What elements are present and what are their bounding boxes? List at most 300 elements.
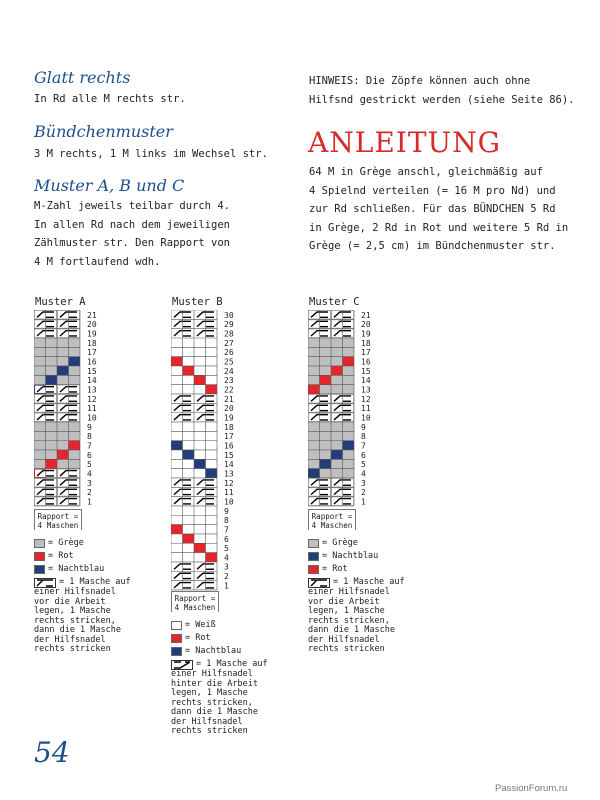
- chart-cell: [46, 441, 58, 450]
- row-number: 11: [224, 488, 234, 498]
- chart-cell: [34, 431, 46, 440]
- row-number: 3: [361, 478, 366, 488]
- chart-cell-rot: [206, 553, 218, 562]
- row-number: 8: [361, 432, 366, 442]
- chart-cell: [183, 385, 195, 394]
- chart-cell: [46, 366, 58, 375]
- cable-desc-line: legen, 1 Masche: [171, 688, 248, 698]
- row-number: 20: [361, 320, 371, 330]
- heading-anleitung: ANLEITUNG: [308, 126, 501, 159]
- legend-item: [308, 550, 405, 563]
- chart-cell: [34, 347, 46, 356]
- cable-legend-a: [34, 578, 131, 655]
- rapport-label-b: Rapport = 4 Maschen: [171, 591, 219, 612]
- legend-label: = Nachtblau: [48, 564, 105, 574]
- chart-cell: [69, 459, 81, 468]
- chart-cell-rot: [331, 366, 343, 375]
- cable-desc-line: dann die 1 Masche: [171, 707, 258, 717]
- anleitung-line: Grège (= 2,5 cm) im Bündchenmuster str.: [309, 240, 556, 252]
- row-number: 3: [87, 478, 92, 488]
- row-number: 10: [224, 497, 234, 507]
- cable-desc-line: dann die 1 Masche: [34, 625, 121, 635]
- chart-cell-nachtblau: [69, 357, 81, 366]
- cable-desc-line: legen, 1 Masche: [34, 606, 111, 616]
- legend-label: = Rot: [185, 633, 211, 643]
- cable-desc-line: hinter die Arbeit: [171, 678, 258, 689]
- chart-cell: [171, 543, 183, 552]
- row-number: 7: [224, 525, 229, 535]
- row-number: 18: [87, 338, 97, 348]
- row-number: 8: [87, 432, 92, 442]
- row-number: 10: [361, 413, 371, 423]
- chart-cell: [194, 525, 206, 534]
- heading-muster-abc: Muster A, B und C: [34, 176, 185, 195]
- row-number: 9: [361, 422, 366, 432]
- cable-desc-line: einer Hilfsnadel: [171, 669, 253, 679]
- chart-cell: [183, 459, 195, 468]
- row-number: 23: [224, 376, 234, 386]
- chart-cell-rot: [194, 375, 206, 384]
- chart-cell: [320, 338, 332, 347]
- chart-cell: [194, 422, 206, 431]
- cable-desc-line: einer Hilfsnadel: [308, 587, 390, 597]
- chart-cell: [57, 375, 69, 384]
- legend-item: [34, 563, 131, 576]
- chart-cell: [194, 515, 206, 524]
- legend-item: [34, 537, 131, 550]
- heading-buendchenmuster: Bündchenmuster: [34, 122, 173, 141]
- chart-cell: [171, 534, 183, 543]
- chart-cell: [206, 459, 218, 468]
- chart-cell: [46, 450, 58, 459]
- chart-cell: [308, 338, 320, 347]
- chart-cell: [194, 366, 206, 375]
- chart-cell-nachtblau: [183, 450, 195, 459]
- chart-cell: [183, 553, 195, 562]
- chart-cell: [331, 459, 343, 468]
- chart-cell: [343, 450, 355, 459]
- row-number: 11: [87, 404, 97, 414]
- row-number: 7: [87, 441, 92, 451]
- chart-cell: [343, 338, 355, 347]
- chart-cell: [183, 375, 195, 384]
- row-number: 6: [87, 450, 92, 460]
- chart-cell: [171, 515, 183, 524]
- chart-cell: [308, 357, 320, 366]
- cable-desc-line: der Hilfsnadel: [308, 634, 380, 645]
- chart-cell: [194, 357, 206, 366]
- chart-cell: [57, 441, 69, 450]
- chart-cell: [46, 347, 58, 356]
- swatch-rot: [34, 552, 45, 561]
- chart-cell-rot: [183, 366, 195, 375]
- chart-cell-rot: [206, 385, 218, 394]
- chart-cell: [206, 422, 218, 431]
- chart-cell: [308, 347, 320, 356]
- chart-cell: [57, 357, 69, 366]
- row-number: 21: [224, 394, 234, 404]
- chart-cell: [183, 431, 195, 440]
- anleitung-line: zur Rd schließen. Für das BÜNDCHEN 5 Rd: [309, 203, 556, 215]
- chart-cell: [46, 357, 58, 366]
- chart-cell: [171, 422, 183, 431]
- chart-cell-rot: [57, 450, 69, 459]
- row-number: 27: [224, 338, 234, 348]
- chart-cell: [343, 469, 355, 478]
- row-number: 6: [224, 534, 229, 544]
- chart-cell: [331, 431, 343, 440]
- legend-item: [171, 632, 268, 645]
- chart-cell-nachtblau: [343, 441, 355, 450]
- chart-cell-rot: [308, 385, 320, 394]
- cable-desc-line: der Hilfsnadel: [34, 634, 106, 645]
- chart-cell: [308, 441, 320, 450]
- chart-cell: [320, 441, 332, 450]
- legend-label: = Grège: [322, 538, 358, 548]
- row-number: 15: [224, 450, 234, 460]
- chart-cell: [194, 450, 206, 459]
- chart-cell: [34, 459, 46, 468]
- chart-cell: [343, 347, 355, 356]
- chart-cell: [46, 431, 58, 440]
- cable-desc-line: vor die Arbeit: [34, 596, 106, 607]
- text-muster-abc: [34, 197, 230, 271]
- row-number: 29: [224, 320, 234, 330]
- chart-cell: [343, 375, 355, 384]
- chart-title-muster-a: Muster A: [35, 296, 86, 308]
- chart-cell: [34, 357, 46, 366]
- row-number: 4: [87, 469, 92, 479]
- swatch-rot: [308, 565, 319, 574]
- chart-cell: [206, 357, 218, 366]
- chart-cell: [320, 385, 332, 394]
- chart-cell: [57, 338, 69, 347]
- chart-cell: [308, 459, 320, 468]
- row-number: 9: [224, 506, 229, 516]
- cable-desc-line: dann die 1 Masche: [308, 625, 395, 635]
- chart-cell: [194, 385, 206, 394]
- chart-cell: [171, 450, 183, 459]
- chart-cell: [343, 422, 355, 431]
- chart-cell: [183, 441, 195, 450]
- chart-cell: [206, 431, 218, 440]
- chart-cell-rot: [69, 441, 81, 450]
- chart-cell: [331, 385, 343, 394]
- legend-label: = Nachtblau: [185, 646, 242, 656]
- chart-cell-nachtblau: [308, 469, 320, 478]
- chart-cell: [69, 422, 81, 431]
- row-number: 2: [87, 488, 92, 498]
- row-number: 14: [224, 460, 234, 470]
- chart-cell: [194, 347, 206, 356]
- row-number: 17: [224, 432, 234, 442]
- chart-cell: [183, 357, 195, 366]
- chart-cell-nachtblau: [57, 366, 69, 375]
- row-number: 17: [361, 348, 371, 358]
- chart-cell-rot: [320, 375, 332, 384]
- chart-cell: [308, 366, 320, 375]
- legend-muster-c: [308, 537, 405, 655]
- cable-desc-line: rechts stricken,: [34, 615, 116, 626]
- chart-cell: [194, 338, 206, 347]
- chart-cell: [194, 553, 206, 562]
- row-number: 18: [361, 338, 371, 348]
- chart-cell: [183, 543, 195, 552]
- row-number: 5: [361, 460, 366, 470]
- chart-cell: [183, 338, 195, 347]
- chart-cell: [34, 422, 46, 431]
- legend-item: [34, 550, 131, 563]
- legend-label: = Nachtblau: [322, 551, 379, 561]
- chart-cell: [331, 422, 343, 431]
- rapport-label-c: Rapport = 4 Maschen: [308, 509, 356, 530]
- page-number: 54: [34, 736, 70, 769]
- muster-line: M-Zahl jeweils teilbar durch 4.: [34, 200, 230, 212]
- cable-desc-line: rechts stricken: [34, 644, 111, 654]
- chart-cell: [57, 431, 69, 440]
- chart-cell: [206, 506, 218, 515]
- row-number: 1: [87, 497, 92, 507]
- cable-desc-line: rechts stricken: [171, 726, 248, 736]
- chart-cell: [206, 441, 218, 450]
- chart-cell-rot: [343, 357, 355, 366]
- chart-cell: [206, 366, 218, 375]
- anleitung-line: in Grège, 2 Rd in Rot und weitere 5 Rd in: [309, 221, 569, 234]
- chart-cell: [171, 366, 183, 375]
- cable-desc-line: der Hilfsnadel: [171, 716, 243, 727]
- chart-cell: [183, 525, 195, 534]
- chart-cell: [69, 450, 81, 459]
- chart-cell: [194, 469, 206, 478]
- chart-cell: [320, 431, 332, 440]
- chart-cell: [320, 366, 332, 375]
- chart-cell: [206, 347, 218, 356]
- row-number: 2: [224, 572, 229, 582]
- cable-desc-line: rechts stricken: [308, 644, 385, 654]
- row-number: 30: [224, 310, 234, 320]
- chart-cell: [171, 347, 183, 356]
- cable-desc-line: einer Hilfsnadel: [34, 587, 116, 597]
- chart-cell: [183, 422, 195, 431]
- row-number: 1: [224, 581, 229, 591]
- legend-muster-b: [171, 619, 268, 737]
- swatch-nachtblau: [308, 552, 319, 561]
- chart-cell: [194, 506, 206, 515]
- row-number: 14: [361, 376, 371, 386]
- cable-desc-line: rechts stricken,: [171, 697, 253, 708]
- hinweis-line: HINWEIS: Die Zöpfe können auch ohne: [309, 75, 531, 87]
- chart-cell: [331, 357, 343, 366]
- legend-label: = Rot: [322, 564, 348, 574]
- cable-desc-line: vor die Arbeit: [308, 596, 380, 607]
- chart-cell: [183, 347, 195, 356]
- chart-cell: [343, 459, 355, 468]
- rapport-label-a: Rapport = 4 Maschen: [34, 509, 82, 530]
- row-number: 10: [87, 413, 97, 423]
- chart-cell: [320, 422, 332, 431]
- chart-cell: [171, 459, 183, 468]
- muster-line: 4 M fortlaufend wdh.: [34, 255, 161, 268]
- chart-cell: [343, 431, 355, 440]
- chart-cell: [171, 553, 183, 562]
- chart-cell-nachtblau: [46, 375, 58, 384]
- chart-cell: [69, 338, 81, 347]
- heading-glatt-rechts: Glatt rechts: [34, 68, 131, 87]
- chart-cell: [69, 431, 81, 440]
- row-number: 21: [87, 310, 97, 320]
- watermark: PassionForum.ru: [495, 783, 568, 794]
- hinweis-note: [309, 72, 575, 109]
- row-number: 19: [361, 329, 371, 339]
- chart-cell: [171, 506, 183, 515]
- legend-item: [308, 537, 405, 550]
- row-number: 12: [224, 478, 234, 488]
- row-number: 25: [224, 357, 234, 367]
- chart-cell: [69, 366, 81, 375]
- swatch-grege: [308, 539, 319, 548]
- chart-title-muster-c: Muster C: [309, 296, 360, 308]
- chart-cell: [320, 450, 332, 459]
- chart-cell: [34, 366, 46, 375]
- chart-cell: [320, 469, 332, 478]
- legend-label: = Rot: [48, 551, 74, 561]
- cable-desc-line: = 1 Masche auf: [196, 659, 268, 670]
- row-number: 7: [361, 441, 366, 451]
- legend-muster-a: [34, 537, 131, 655]
- anleitung-line: 4 Spielnd verteilen (= 16 M pro Nd) und: [309, 184, 556, 197]
- chart-cell: [206, 338, 218, 347]
- row-number: 9: [87, 422, 92, 432]
- chart-cell: [194, 534, 206, 543]
- chart-cell: [206, 543, 218, 552]
- chart-cell: [206, 450, 218, 459]
- row-number: 15: [87, 366, 97, 376]
- chart-cell: [331, 441, 343, 450]
- row-number: 28: [224, 329, 234, 339]
- row-number: 12: [87, 394, 97, 404]
- hinweis-line: Hilfsnd gestrickt werden (siehe Seite 86).: [309, 93, 575, 106]
- chart-cell-nachtblau: [194, 459, 206, 468]
- row-number: 16: [361, 357, 371, 367]
- row-number: 16: [224, 441, 234, 451]
- chart-cell: [308, 431, 320, 440]
- row-number: 19: [224, 413, 234, 423]
- row-number: 5: [87, 460, 92, 470]
- chart-cell: [34, 450, 46, 459]
- swatch-grege: [34, 539, 45, 548]
- chart-cell: [171, 469, 183, 478]
- row-number: 13: [361, 385, 371, 395]
- chart-cell: [308, 450, 320, 459]
- chart-cell: [206, 515, 218, 524]
- chart-cell: [320, 347, 332, 356]
- chart-cell: [194, 441, 206, 450]
- chart-cell: [57, 422, 69, 431]
- cable-desc-line: rechts stricken,: [308, 615, 390, 626]
- row-number: 8: [224, 516, 229, 526]
- chart-cell-nachtblau: [320, 459, 332, 468]
- swatch-rot: [171, 634, 182, 643]
- cable-desc-line: = 1 Masche auf: [59, 577, 131, 588]
- chart-cell: [183, 506, 195, 515]
- chart-cell: [331, 469, 343, 478]
- chart-cell: [171, 338, 183, 347]
- row-number: 4: [361, 469, 366, 479]
- chart-cell-rot: [183, 534, 195, 543]
- row-number: 4: [224, 553, 229, 563]
- chart-cell: [171, 431, 183, 440]
- chart-cell: [34, 375, 46, 384]
- chart-cell-rot: [171, 525, 183, 534]
- chart-cell: [320, 357, 332, 366]
- chart-cell: [206, 375, 218, 384]
- chart-cell: [183, 515, 195, 524]
- chart-cell: [57, 347, 69, 356]
- chart-cell-nachtblau: [171, 441, 183, 450]
- row-number: 13: [87, 385, 97, 395]
- row-number: 5: [224, 544, 229, 554]
- chart-cell-rot: [46, 459, 58, 468]
- muster-line: Zählmuster str. Den Rapport von: [34, 237, 230, 249]
- chart-cell: [308, 422, 320, 431]
- row-number: 17: [87, 348, 97, 358]
- row-number: 19: [87, 329, 97, 339]
- row-number: 24: [224, 366, 234, 376]
- chart-cell: [331, 347, 343, 356]
- chart-cell: [57, 459, 69, 468]
- row-number: 20: [87, 320, 97, 330]
- row-number: 18: [224, 422, 234, 432]
- legend-label: = Weiß: [185, 620, 216, 630]
- chart-muster-c: [308, 310, 378, 512]
- chart-cell-rot: [194, 543, 206, 552]
- chart-cell: [34, 338, 46, 347]
- row-number: 21: [361, 310, 371, 320]
- row-number: 3: [224, 562, 229, 572]
- chart-cell: [206, 534, 218, 543]
- anleitung-line: 64 M in Grège anschl, gleichmäßig auf: [309, 166, 543, 178]
- text-anleitung: [309, 163, 568, 256]
- chart-cell: [171, 375, 183, 384]
- legend-item: [171, 619, 268, 632]
- chart-cell: [194, 431, 206, 440]
- cable-desc-line: legen, 1 Masche: [308, 606, 385, 616]
- swatch-nachtblau: [34, 565, 45, 574]
- chart-cell: [183, 469, 195, 478]
- row-number: 2: [361, 488, 366, 498]
- chart-cell: [69, 347, 81, 356]
- chart-cell-nachtblau: [331, 450, 343, 459]
- row-number: 14: [87, 376, 97, 386]
- chart-cell: [46, 338, 58, 347]
- cable-desc-line: = 1 Masche auf: [333, 577, 405, 588]
- chart-cell: [343, 385, 355, 394]
- row-number: 6: [361, 450, 366, 460]
- chart-cell: [308, 375, 320, 384]
- chart-cell: [331, 338, 343, 347]
- row-number: 13: [224, 469, 234, 479]
- chart-cell: [331, 375, 343, 384]
- chart-cell: [343, 366, 355, 375]
- chart-cell-rot: [171, 357, 183, 366]
- chart-cell: [34, 441, 46, 450]
- row-number: 1: [361, 497, 366, 507]
- chart-cell: [69, 375, 81, 384]
- row-number: 22: [224, 385, 234, 395]
- row-number: 11: [361, 404, 371, 414]
- row-number: 15: [361, 366, 371, 376]
- muster-line: In allen Rd nach dem jeweiligen: [34, 218, 230, 231]
